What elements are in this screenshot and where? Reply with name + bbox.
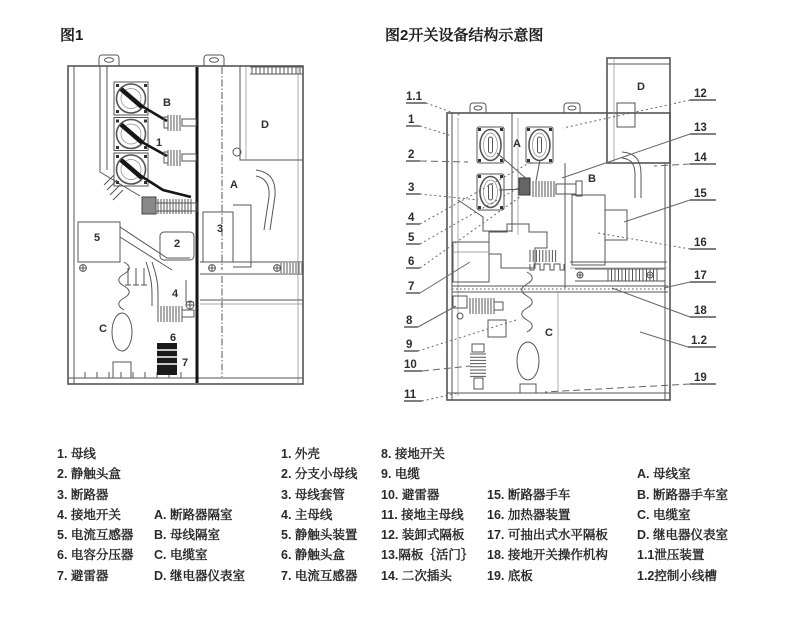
wall-bushing-icon [168,115,180,131]
fig2-cabinet-frame [447,58,670,400]
legend-item: 18. 接地开关操作机构 [487,548,608,563]
legend-item: A. 断路器隔室 [154,507,233,522]
fig2-callout-13: 13 [694,122,707,134]
legend-item: 6. 电容分压器 [57,548,134,563]
cable-spiral-icon [522,272,533,332]
legend-item: 5. 静触头装置 [281,528,358,543]
fig1-label-C: C [99,323,107,335]
legend-item: C. 电缆室 [154,548,208,563]
legend-item: 1.1泄压装置 [637,548,705,563]
figure2-title: 图2开关设备结构示意图 [385,27,544,44]
legend-item: 1. 母线 [57,447,96,461]
figure1-diagram [55,48,310,393]
legend-item: 7. 电流互感器 [281,568,358,583]
legend-item: 2. 静触头盒 [57,467,121,482]
legend-column-fig2-letters [637,444,728,586]
legend-item: B. 母线隔室 [154,528,220,543]
fig2-label-A: A [513,138,521,150]
legend-item: 17. 可抽出式水平隔板 [487,528,608,543]
legend-column-fig1-numbers [57,444,133,586]
legend-item [154,464,245,484]
divider-bushing-icon [158,306,182,322]
lifting-lug-icon [564,103,580,113]
fig1-busbar-bushings [104,82,197,214]
breaker-handcart [572,195,605,265]
figure1-title: 图1 [60,27,84,44]
legend-item [637,444,728,464]
fig1-label-A: A [230,179,238,191]
fig2-static-contact-bushings [477,127,582,210]
legend-item: B. 断路器手车室 [637,487,728,502]
legend-item: 12. 装卸式隔板 [381,528,465,543]
earthing-switch-bushing-icon [470,298,494,314]
cable-elbow-icon [256,170,275,230]
fig2-callout-9: 9 [406,339,413,351]
legend-item: 3. 断路器 [57,487,109,502]
lifting-lug-icon [470,103,486,113]
figure2-diagram [395,48,790,410]
connection-pipe [146,262,158,306]
screw-icon [274,265,281,272]
fig2-callout-14: 14 [694,152,707,164]
fig1-label-5: 5 [94,232,101,244]
fig1-label-6: 6 [170,332,177,344]
legend-item: 4. 主母线 [281,507,333,522]
fig2-label-B: B [588,173,596,185]
legend-item: 5. 电流互感器 [57,528,134,543]
vent-grille-icon [250,67,303,74]
legend-item [154,444,245,464]
legend-item: 10. 避雷器 [381,487,440,502]
fig1-label-4: 4 [172,288,179,300]
legend-item: 2. 分支小母线 [281,467,358,482]
current-transformer-box [453,242,489,282]
fig2-callout-15: 15 [694,188,707,200]
fig2-callout-19: 19 [694,372,707,384]
fig1-label-D: D [261,119,269,131]
screw-icon [80,265,87,272]
fig1-label-7: 7 [182,357,189,369]
fig1-right-compartments [200,66,303,377]
legend-item: 16. 加热器装置 [487,507,571,522]
fig1-label-2: 2 [174,238,181,250]
wall-bushing-icon [168,150,180,166]
legend-item: D. 继电器仪表室 [154,568,245,583]
legend-item: 7. 避雷器 [57,568,109,583]
lifting-lug-icon [99,55,119,66]
screw-icon [577,272,583,278]
legend-item: 1.2控制小线槽 [637,568,717,583]
contact-box-ribs [158,199,191,214]
legend-item [487,464,608,484]
surge-arrester-icon [470,354,486,376]
fig2-label-C: C [545,327,553,339]
screw-icon [186,301,194,309]
fig1-label-3: 3 [217,223,224,235]
legend-item: 15. 断路器手车 [487,487,571,502]
legend-item: 13.隔板｛活门｝ [381,548,474,563]
screw-icon [209,265,216,272]
legend-item: 6. 静触头盒 [281,548,345,563]
legend-item: D. 继电器仪表室 [637,528,728,543]
pole-bushing-icon [530,250,556,262]
legend-column-fig1-letters [154,444,245,586]
fig2-callout-17: 17 [694,270,707,282]
cable-termination-icon [112,313,132,351]
fig2-callout-7: 7 [408,281,415,293]
legend-item [487,444,608,464]
legend-item: 19. 底板 [487,568,533,583]
heater-ribs-icon [281,263,302,273]
fig2-breaker-compartment [453,152,667,282]
cable-termination-icon [517,342,539,380]
legend-column-fig2-15-19 [487,444,608,586]
legend-column-fig2-1-7 [281,444,357,586]
fig2-label-D: D [637,81,645,93]
legend-item: 3. 母线套管 [281,487,345,502]
screw-icon [647,272,653,278]
legend-item: 11. 接地主母线 [381,507,464,522]
arrester-icon [157,343,177,375]
cable-elbow-icon [622,152,641,198]
legend-item: A. 母线室 [637,467,691,482]
legend-item: 9. 电缆 [381,467,420,482]
legend-item: 1. 外壳 [281,447,320,461]
fig2-callout-4: 4 [408,212,415,224]
fig2-callout-3: 3 [408,182,415,194]
legend-item: 8. 接地开关 [381,447,445,461]
fig2-callout-18: 18 [694,305,707,317]
fig2-callout-1.2: 1.2 [691,335,707,347]
fig1-label-1: 1 [156,137,163,149]
lifting-lug-icon [204,55,224,66]
fig2-callout-10: 10 [404,359,417,371]
fig2-callout-2: 2 [408,149,415,161]
fig1-label-B: B [163,97,171,109]
legend-item: C. 电缆室 [637,507,691,522]
fig2-callout-8: 8 [406,315,413,327]
fig2-cable-compartment [453,272,539,393]
fig2-callout-16: 16 [694,237,707,249]
fig2-callout-6: 6 [408,256,415,268]
fig2-callout-12: 12 [694,88,707,100]
legend-item: 14. 二次插头 [381,568,452,583]
fig2-callout-1.1: 1.1 [406,91,422,103]
fig2-callout-11: 11 [404,389,417,401]
main-bus-bushing-icon [533,181,554,197]
legend-column-fig2-8-14 [381,444,473,586]
legend-item [154,485,245,505]
relay-instrument-box [607,58,670,163]
fig2-callout-1: 1 [408,114,415,126]
fig2-callout-numbers [404,88,707,401]
legend-item: 4. 接地开关 [57,507,121,522]
fig2-callout-5: 5 [408,232,415,244]
